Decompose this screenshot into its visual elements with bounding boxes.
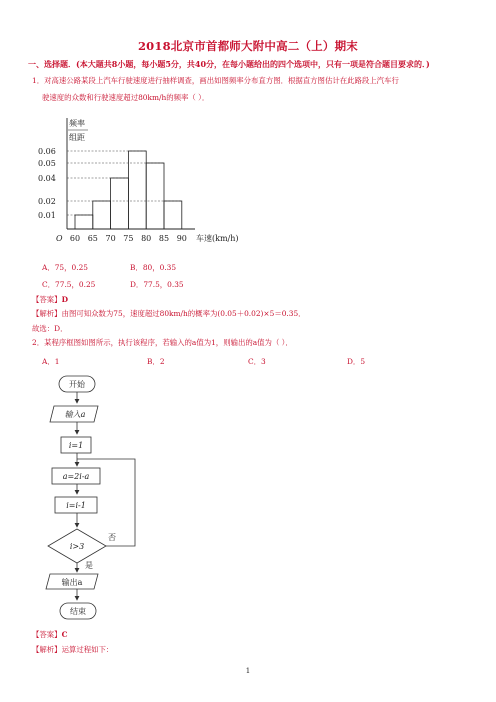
- y-tick-label: 0.01: [38, 211, 56, 220]
- x-tick-label: 85: [158, 234, 170, 243]
- end-label: 结束: [70, 607, 86, 616]
- start-label: 开始: [69, 380, 85, 389]
- answer-label: 【答案】: [32, 295, 62, 304]
- yes-label: 是: [85, 561, 93, 570]
- question-1-explanation: 【解析】由图可知众数为75，速度超过80km/h的概率为(0.05＋0.02)×5＝0.35．: [32, 309, 306, 318]
- y-tick-label: 0.06: [38, 147, 56, 156]
- option-a: A．75，0.25: [42, 263, 88, 272]
- no-label: 否: [108, 533, 116, 542]
- condition-label: i>3: [69, 542, 85, 551]
- page-title: 2018北京市首都师大附中高二（上）期末: [137, 39, 358, 53]
- option-c: C．77.5，0.25: [42, 280, 96, 289]
- x-tick-label: 65: [87, 234, 98, 243]
- question-1-line-1: 1．对高速公路某段上汽车行驶速度进行抽样调查，画出如图频率分布直方图．根据直方图估计在此路段上汽车行: [32, 76, 399, 85]
- x-tick-label: 90: [176, 234, 187, 243]
- answer-value: C: [61, 630, 68, 639]
- y-axis-label-bottom: 组距: [69, 133, 85, 142]
- option-b: B．2: [147, 357, 165, 366]
- input-label: 输入a: [64, 410, 86, 419]
- question-2-explanation: 【解析】运算过程如下：: [32, 645, 114, 654]
- question-2-answer: [32, 629, 67, 640]
- question-1-line-2: 驶速度的众数和行驶速度超过80km/h的频率（ ）．: [42, 93, 210, 102]
- option-d: D．77.5，0.35: [130, 280, 184, 289]
- x-tick-label: 70: [105, 234, 116, 243]
- step2-label: i=i-1: [66, 501, 86, 510]
- option-b: B．80，0.35: [130, 263, 177, 272]
- x-axis-label: 车速(km/h): [196, 234, 239, 243]
- x-tick-label: 75: [123, 234, 134, 243]
- y-tick-label: 0.04: [38, 174, 56, 183]
- page-number: 1: [245, 667, 251, 675]
- x-tick-label: 60: [69, 234, 81, 243]
- y-axis-label-top: 频率: [69, 119, 85, 128]
- question-1-conclusion: 故选：D．: [32, 324, 68, 333]
- answer-value: D: [61, 295, 68, 304]
- y-tick-label: 0.05: [38, 159, 56, 168]
- output-label: 输出a: [61, 578, 83, 587]
- option-a: A．1: [42, 357, 60, 366]
- section-header: 一、选择题．(本大题共8小题，每小题5分，共40分，在每小题给出的四个选项中，只有一项是符合题目要求的．): [28, 59, 430, 69]
- option-d: D．5: [347, 357, 366, 366]
- origin-label: O: [56, 234, 63, 243]
- option-c: C．3: [248, 357, 266, 366]
- x-tick-label: 80: [141, 234, 152, 243]
- step1-label: a=2i-a: [62, 472, 90, 481]
- y-tick-label: 0.02: [38, 197, 56, 206]
- question-2: 2．某程序框图如图所示，执行该程序，若输入的a值为1，则输出的a值为（ ）．: [32, 338, 293, 347]
- answer-label: 【答案】: [32, 630, 62, 639]
- init-label: i=1: [68, 441, 84, 450]
